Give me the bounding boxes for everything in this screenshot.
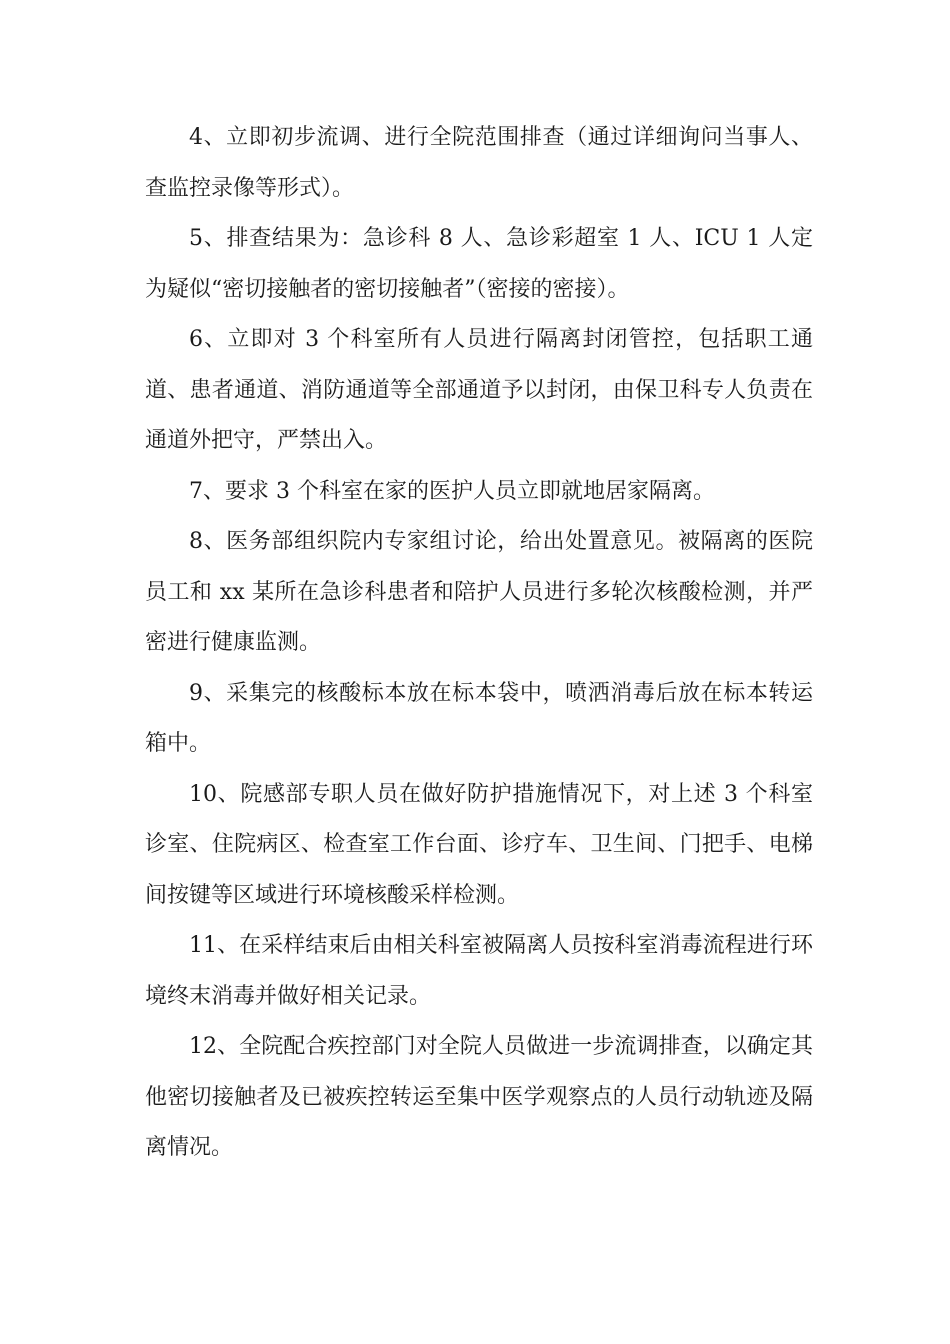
paragraph-item-9: 9、采集完的核酸标本放在标本袋中，喷洒消毒后放在标本转运箱中。 (145, 680, 813, 756)
paragraph-item-6: 6、立即对 3 个科室所有人员进行隔离封闭管控，包括职工通道、患者通道、消防通道等全部通道予以封闭，由保卫科专人负责在通道外把守，严禁出入。 (145, 327, 813, 453)
paragraph-item-7: 7、要求 3 个科室在家的医护人员立即就地居家隔离。 (189, 478, 715, 504)
document-body (145, 113, 813, 1174)
paragraph-item-5: 5、排查结果为：急诊科 8 人、急诊彩超室 1 人、ICU 1 人定为疑似“密切接触者的密切接触者”（密接的密接）。 (145, 226, 813, 302)
paragraph-item-11: 11、在采样结束后由相关科室被隔离人员按科室消毒流程进行环境终末消毒并做好相关记录。 (145, 933, 813, 1009)
paragraph-item-4: 4、立即初步流调、进行全院范围排查（通过详细询问当事人、查监控录像等形式）。 (145, 125, 813, 201)
paragraph-item-12: 12、全院配合疾控部门对全院人员做进一步流调排查，以确定其他密切接触者及已被疾控转运至集中医学观察点的人员行动轨迹及隔离情况。 (145, 1034, 813, 1160)
paragraph-item-8: 8、医务部组织院内专家组讨论，给出处置意见。被隔离的医院员工和 xx 某所在急诊科患者和陪护人员进行多轮次核酸检测，并严密进行健康监测。 (145, 529, 813, 655)
paragraph-item-10: 10、院感部专职人员在做好防护措施情况下，对上述 3 个科室诊室、住院病区、检查室工作台面、诊疗车、卫生间、门把手、电梯间按键等区域进行环境核酸采样检测。 (145, 781, 813, 908)
